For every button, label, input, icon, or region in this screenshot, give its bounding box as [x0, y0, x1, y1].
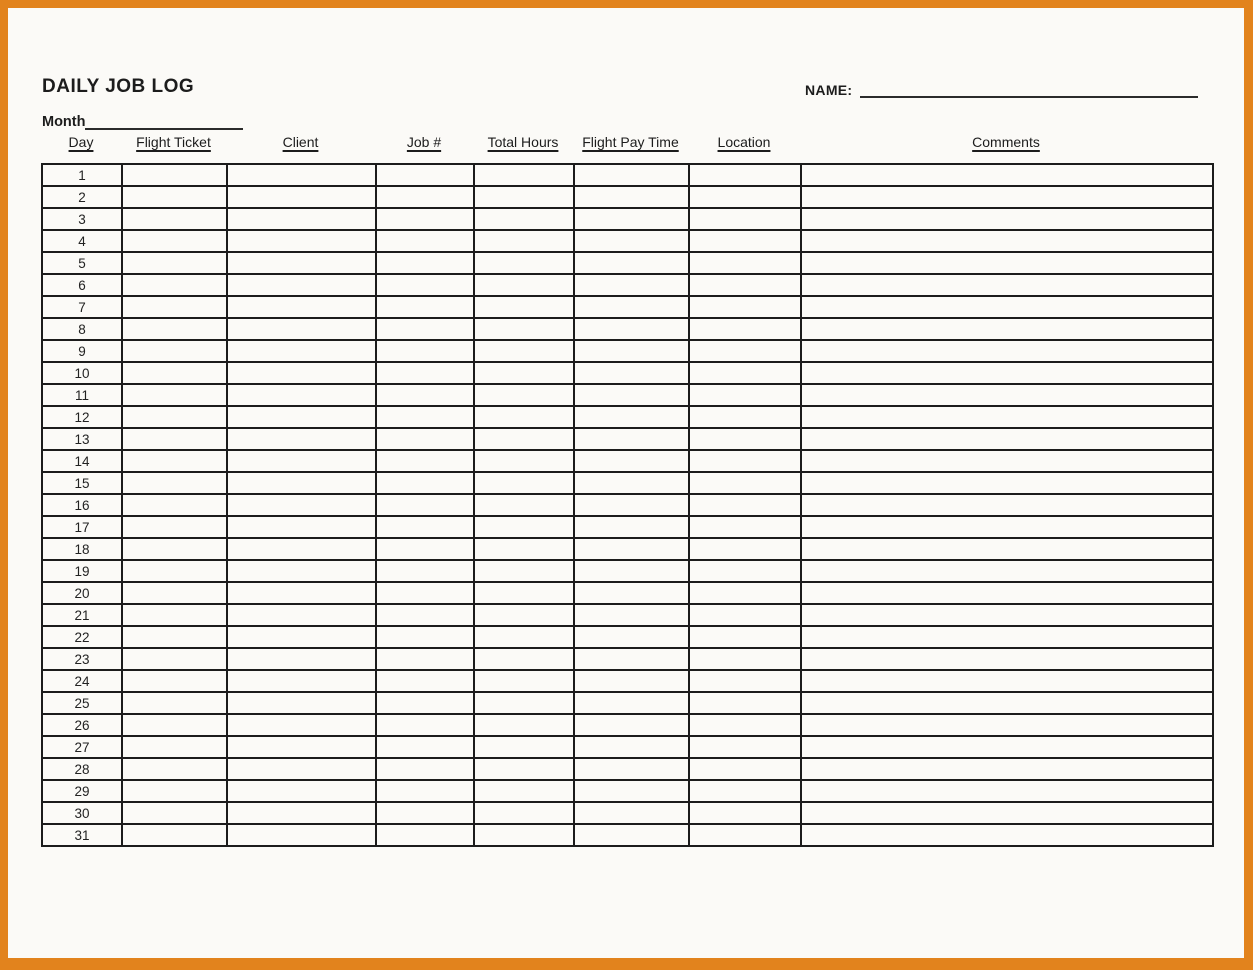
job-number-cell [376, 164, 474, 186]
page-title: DAILY JOB LOG [42, 76, 195, 97]
table-row [42, 428, 1213, 450]
table-row [42, 318, 1213, 340]
comments-cell [801, 450, 1213, 472]
client-cell [227, 670, 376, 692]
flight-pay-time-cell [574, 186, 689, 208]
column-header-client: Client [282, 134, 319, 150]
table-row [42, 450, 1213, 472]
job-number-cell [376, 692, 474, 714]
client-cell [227, 780, 376, 802]
table-row [42, 626, 1213, 648]
flight-ticket-cell [122, 626, 227, 648]
client-cell [227, 714, 376, 736]
comments-cell [801, 472, 1213, 494]
flight-ticket-cell [122, 802, 227, 824]
job-number-cell [376, 494, 474, 516]
flight-pay-time-cell [574, 164, 689, 186]
client-cell [227, 384, 376, 406]
location-cell [689, 604, 801, 626]
flight-ticket-cell [122, 582, 227, 604]
location-cell [689, 802, 801, 824]
job-number-cell [376, 516, 474, 538]
job-number-cell [376, 384, 474, 406]
day-cell: 7 [42, 296, 122, 318]
job-number-cell [376, 824, 474, 846]
location-cell [689, 296, 801, 318]
flight-ticket-cell [122, 714, 227, 736]
comments-cell [801, 802, 1213, 824]
table-row [42, 780, 1213, 802]
total-hours-cell [474, 252, 574, 274]
table-row [42, 384, 1213, 406]
location-cell [689, 516, 801, 538]
job-number-cell [376, 230, 474, 252]
location-cell [689, 384, 801, 406]
job-number-cell [376, 428, 474, 450]
flight-pay-time-cell [574, 736, 689, 758]
day-cell: 11 [42, 384, 122, 406]
name-field-row [805, 80, 1198, 98]
client-cell [227, 340, 376, 362]
client-cell [227, 472, 376, 494]
day-cell: 14 [42, 450, 122, 472]
day-cell: 24 [42, 670, 122, 692]
client-cell [227, 208, 376, 230]
flight-ticket-cell [122, 604, 227, 626]
location-cell [689, 714, 801, 736]
flight-ticket-cell [122, 252, 227, 274]
flight-pay-time-cell [574, 252, 689, 274]
location-cell [689, 274, 801, 296]
name-fill-line [860, 83, 1198, 98]
flight-ticket-cell [122, 472, 227, 494]
comments-cell [801, 362, 1213, 384]
flight-pay-time-cell [574, 604, 689, 626]
job-number-cell [376, 450, 474, 472]
job-number-cell [376, 296, 474, 318]
flight-ticket-cell [122, 208, 227, 230]
total-hours-cell [474, 406, 574, 428]
job-number-cell [376, 670, 474, 692]
day-cell: 22 [42, 626, 122, 648]
comments-cell [801, 186, 1213, 208]
location-cell [689, 648, 801, 670]
total-hours-cell [474, 296, 574, 318]
comments-cell [801, 340, 1213, 362]
table-row [42, 252, 1213, 274]
location-cell [689, 494, 801, 516]
client-cell [227, 692, 376, 714]
flight-pay-time-cell [574, 626, 689, 648]
total-hours-cell [474, 648, 574, 670]
flight-pay-time-cell [574, 670, 689, 692]
log-table-body [42, 164, 1213, 846]
total-hours-cell [474, 428, 574, 450]
total-hours-cell [474, 692, 574, 714]
job-number-cell [376, 736, 474, 758]
comments-cell [801, 714, 1213, 736]
comments-cell [801, 494, 1213, 516]
table-row [42, 406, 1213, 428]
job-number-cell [376, 208, 474, 230]
total-hours-cell [474, 340, 574, 362]
flight-ticket-cell [122, 362, 227, 384]
job-number-cell [376, 780, 474, 802]
location-cell [689, 362, 801, 384]
table-row [42, 186, 1213, 208]
flight-ticket-cell [122, 428, 227, 450]
table-row [42, 340, 1213, 362]
column-header-job-number: Job # [406, 134, 442, 150]
table-row [42, 802, 1213, 824]
flight-ticket-cell [122, 824, 227, 846]
table-row [42, 516, 1213, 538]
client-cell [227, 736, 376, 758]
month-fill-line [85, 115, 243, 130]
day-cell: 18 [42, 538, 122, 560]
client-cell [227, 428, 376, 450]
comments-cell [801, 406, 1213, 428]
table-row [42, 582, 1213, 604]
comments-cell [801, 296, 1213, 318]
total-hours-cell [474, 736, 574, 758]
total-hours-cell [474, 538, 574, 560]
comments-cell [801, 692, 1213, 714]
location-cell [689, 164, 801, 186]
flight-ticket-cell [122, 296, 227, 318]
table-row [42, 208, 1213, 230]
day-cell: 5 [42, 252, 122, 274]
total-hours-cell [474, 670, 574, 692]
flight-pay-time-cell [574, 582, 689, 604]
client-cell [227, 824, 376, 846]
location-cell [689, 626, 801, 648]
total-hours-cell [474, 164, 574, 186]
table-row [42, 494, 1213, 516]
location-cell [689, 340, 801, 362]
flight-pay-time-cell [574, 824, 689, 846]
flight-pay-time-cell [574, 406, 689, 428]
comments-cell [801, 252, 1213, 274]
flight-ticket-cell [122, 494, 227, 516]
month-field-row [42, 112, 243, 130]
total-hours-cell [474, 318, 574, 340]
table-row [42, 296, 1213, 318]
flight-pay-time-cell [574, 384, 689, 406]
name-label: NAME: [805, 82, 853, 98]
day-cell: 23 [42, 648, 122, 670]
day-cell: 13 [42, 428, 122, 450]
total-hours-cell [474, 780, 574, 802]
total-hours-cell [474, 516, 574, 538]
day-cell: 1 [42, 164, 122, 186]
day-cell: 26 [42, 714, 122, 736]
table-row [42, 230, 1213, 252]
location-cell [689, 208, 801, 230]
table-row [42, 758, 1213, 780]
client-cell [227, 626, 376, 648]
day-cell: 3 [42, 208, 122, 230]
client-cell [227, 560, 376, 582]
flight-ticket-cell [122, 648, 227, 670]
table-row [42, 736, 1213, 758]
day-cell: 12 [42, 406, 122, 428]
day-cell: 27 [42, 736, 122, 758]
comments-cell [801, 780, 1213, 802]
comments-cell [801, 604, 1213, 626]
location-cell [689, 538, 801, 560]
column-headers [41, 134, 1212, 150]
flight-pay-time-cell [574, 230, 689, 252]
client-cell [227, 604, 376, 626]
column-header-comments: Comments [972, 134, 1040, 150]
job-number-cell [376, 560, 474, 582]
job-number-cell [376, 714, 474, 736]
location-cell [689, 186, 801, 208]
flight-pay-time-cell [574, 494, 689, 516]
location-cell [689, 406, 801, 428]
total-hours-cell [474, 472, 574, 494]
job-number-cell [376, 648, 474, 670]
client-cell [227, 252, 376, 274]
flight-pay-time-cell [574, 538, 689, 560]
day-cell: 28 [42, 758, 122, 780]
column-header-flight-ticket: Flight Ticket [136, 134, 211, 150]
day-cell: 31 [42, 824, 122, 846]
flight-ticket-cell [122, 692, 227, 714]
table-row [42, 164, 1213, 186]
job-number-cell [376, 538, 474, 560]
day-cell: 4 [42, 230, 122, 252]
job-number-cell [376, 252, 474, 274]
comments-cell [801, 516, 1213, 538]
location-cell [689, 252, 801, 274]
flight-pay-time-cell [574, 560, 689, 582]
comments-cell [801, 736, 1213, 758]
day-cell: 6 [42, 274, 122, 296]
day-cell: 15 [42, 472, 122, 494]
flight-pay-time-cell [574, 516, 689, 538]
flight-ticket-cell [122, 780, 227, 802]
location-cell [689, 472, 801, 494]
comments-cell [801, 560, 1213, 582]
column-header-location: Location [717, 134, 771, 150]
job-number-cell [376, 274, 474, 296]
day-cell: 30 [42, 802, 122, 824]
job-number-cell [376, 186, 474, 208]
client-cell [227, 406, 376, 428]
day-cell: 21 [42, 604, 122, 626]
client-cell [227, 362, 376, 384]
location-cell [689, 450, 801, 472]
client-cell [227, 648, 376, 670]
day-cell: 19 [42, 560, 122, 582]
comments-cell [801, 208, 1213, 230]
location-cell [689, 670, 801, 692]
comments-cell [801, 318, 1213, 340]
location-cell [689, 318, 801, 340]
flight-ticket-cell [122, 384, 227, 406]
table-row [42, 472, 1213, 494]
total-hours-cell [474, 758, 574, 780]
flight-ticket-cell [122, 318, 227, 340]
comments-cell [801, 670, 1213, 692]
location-cell [689, 692, 801, 714]
table-row [42, 538, 1213, 560]
total-hours-cell [474, 230, 574, 252]
location-cell [689, 780, 801, 802]
total-hours-cell [474, 450, 574, 472]
flight-pay-time-cell [574, 296, 689, 318]
table-row [42, 604, 1213, 626]
day-cell: 10 [42, 362, 122, 384]
day-cell: 17 [42, 516, 122, 538]
client-cell [227, 230, 376, 252]
job-number-cell [376, 604, 474, 626]
total-hours-cell [474, 604, 574, 626]
flight-pay-time-cell [574, 648, 689, 670]
flight-pay-time-cell [574, 340, 689, 362]
flight-pay-time-cell [574, 428, 689, 450]
flight-ticket-cell [122, 186, 227, 208]
table-row [42, 714, 1213, 736]
flight-ticket-cell [122, 406, 227, 428]
column-header-day: Day [68, 134, 94, 150]
flight-ticket-cell [122, 340, 227, 362]
job-number-cell [376, 626, 474, 648]
comments-cell [801, 626, 1213, 648]
flight-ticket-cell [122, 450, 227, 472]
flight-pay-time-cell [574, 208, 689, 230]
client-cell [227, 538, 376, 560]
comments-cell [801, 648, 1213, 670]
day-cell: 8 [42, 318, 122, 340]
client-cell [227, 318, 376, 340]
flight-ticket-cell [122, 164, 227, 186]
table-row [42, 670, 1213, 692]
flight-ticket-cell [122, 670, 227, 692]
client-cell [227, 758, 376, 780]
location-cell [689, 824, 801, 846]
job-number-cell [376, 758, 474, 780]
comments-cell [801, 230, 1213, 252]
client-cell [227, 164, 376, 186]
total-hours-cell [474, 494, 574, 516]
flight-ticket-cell [122, 516, 227, 538]
total-hours-cell [474, 186, 574, 208]
comments-cell [801, 274, 1213, 296]
table-row [42, 560, 1213, 582]
comments-cell [801, 384, 1213, 406]
flight-pay-time-cell [574, 362, 689, 384]
comments-cell [801, 758, 1213, 780]
flight-pay-time-cell [574, 714, 689, 736]
table-row [42, 648, 1213, 670]
comments-cell [801, 428, 1213, 450]
flight-pay-time-cell [574, 692, 689, 714]
flight-pay-time-cell [574, 780, 689, 802]
client-cell [227, 582, 376, 604]
job-number-cell [376, 802, 474, 824]
flight-pay-time-cell [574, 450, 689, 472]
total-hours-cell [474, 208, 574, 230]
client-cell [227, 450, 376, 472]
total-hours-cell [474, 384, 574, 406]
day-cell: 20 [42, 582, 122, 604]
total-hours-cell [474, 824, 574, 846]
job-number-cell [376, 318, 474, 340]
job-number-cell [376, 582, 474, 604]
table-row [42, 362, 1213, 384]
day-cell: 25 [42, 692, 122, 714]
column-header-flight-pay-time: Flight Pay Time [582, 134, 679, 150]
client-cell [227, 802, 376, 824]
flight-ticket-cell [122, 274, 227, 296]
client-cell [227, 296, 376, 318]
location-cell [689, 560, 801, 582]
comments-cell [801, 582, 1213, 604]
location-cell [689, 428, 801, 450]
flight-ticket-cell [122, 230, 227, 252]
total-hours-cell [474, 560, 574, 582]
comments-cell [801, 824, 1213, 846]
month-label: Month [42, 114, 86, 130]
flight-pay-time-cell [574, 802, 689, 824]
total-hours-cell [474, 626, 574, 648]
flight-pay-time-cell [574, 758, 689, 780]
client-cell [227, 274, 376, 296]
client-cell [227, 516, 376, 538]
job-number-cell [376, 340, 474, 362]
table-row [42, 274, 1213, 296]
flight-ticket-cell [122, 758, 227, 780]
flight-ticket-cell [122, 538, 227, 560]
day-cell: 9 [42, 340, 122, 362]
total-hours-cell [474, 582, 574, 604]
column-header-total-hours: Total Hours [487, 134, 559, 150]
flight-pay-time-cell [574, 472, 689, 494]
job-number-cell [376, 472, 474, 494]
flight-pay-time-cell [574, 274, 689, 296]
day-cell: 2 [42, 186, 122, 208]
flight-ticket-cell [122, 560, 227, 582]
total-hours-cell [474, 274, 574, 296]
total-hours-cell [474, 362, 574, 384]
daily-log-table [41, 163, 1214, 847]
job-number-cell [376, 362, 474, 384]
location-cell [689, 582, 801, 604]
job-number-cell [376, 406, 474, 428]
day-cell: 29 [42, 780, 122, 802]
comments-cell [801, 164, 1213, 186]
client-cell [227, 494, 376, 516]
client-cell [227, 186, 376, 208]
total-hours-cell [474, 802, 574, 824]
flight-pay-time-cell [574, 318, 689, 340]
table-row [42, 692, 1213, 714]
comments-cell [801, 538, 1213, 560]
location-cell [689, 230, 801, 252]
flight-ticket-cell [122, 736, 227, 758]
day-cell: 16 [42, 494, 122, 516]
table-row [42, 824, 1213, 846]
location-cell [689, 758, 801, 780]
location-cell [689, 736, 801, 758]
total-hours-cell [474, 714, 574, 736]
